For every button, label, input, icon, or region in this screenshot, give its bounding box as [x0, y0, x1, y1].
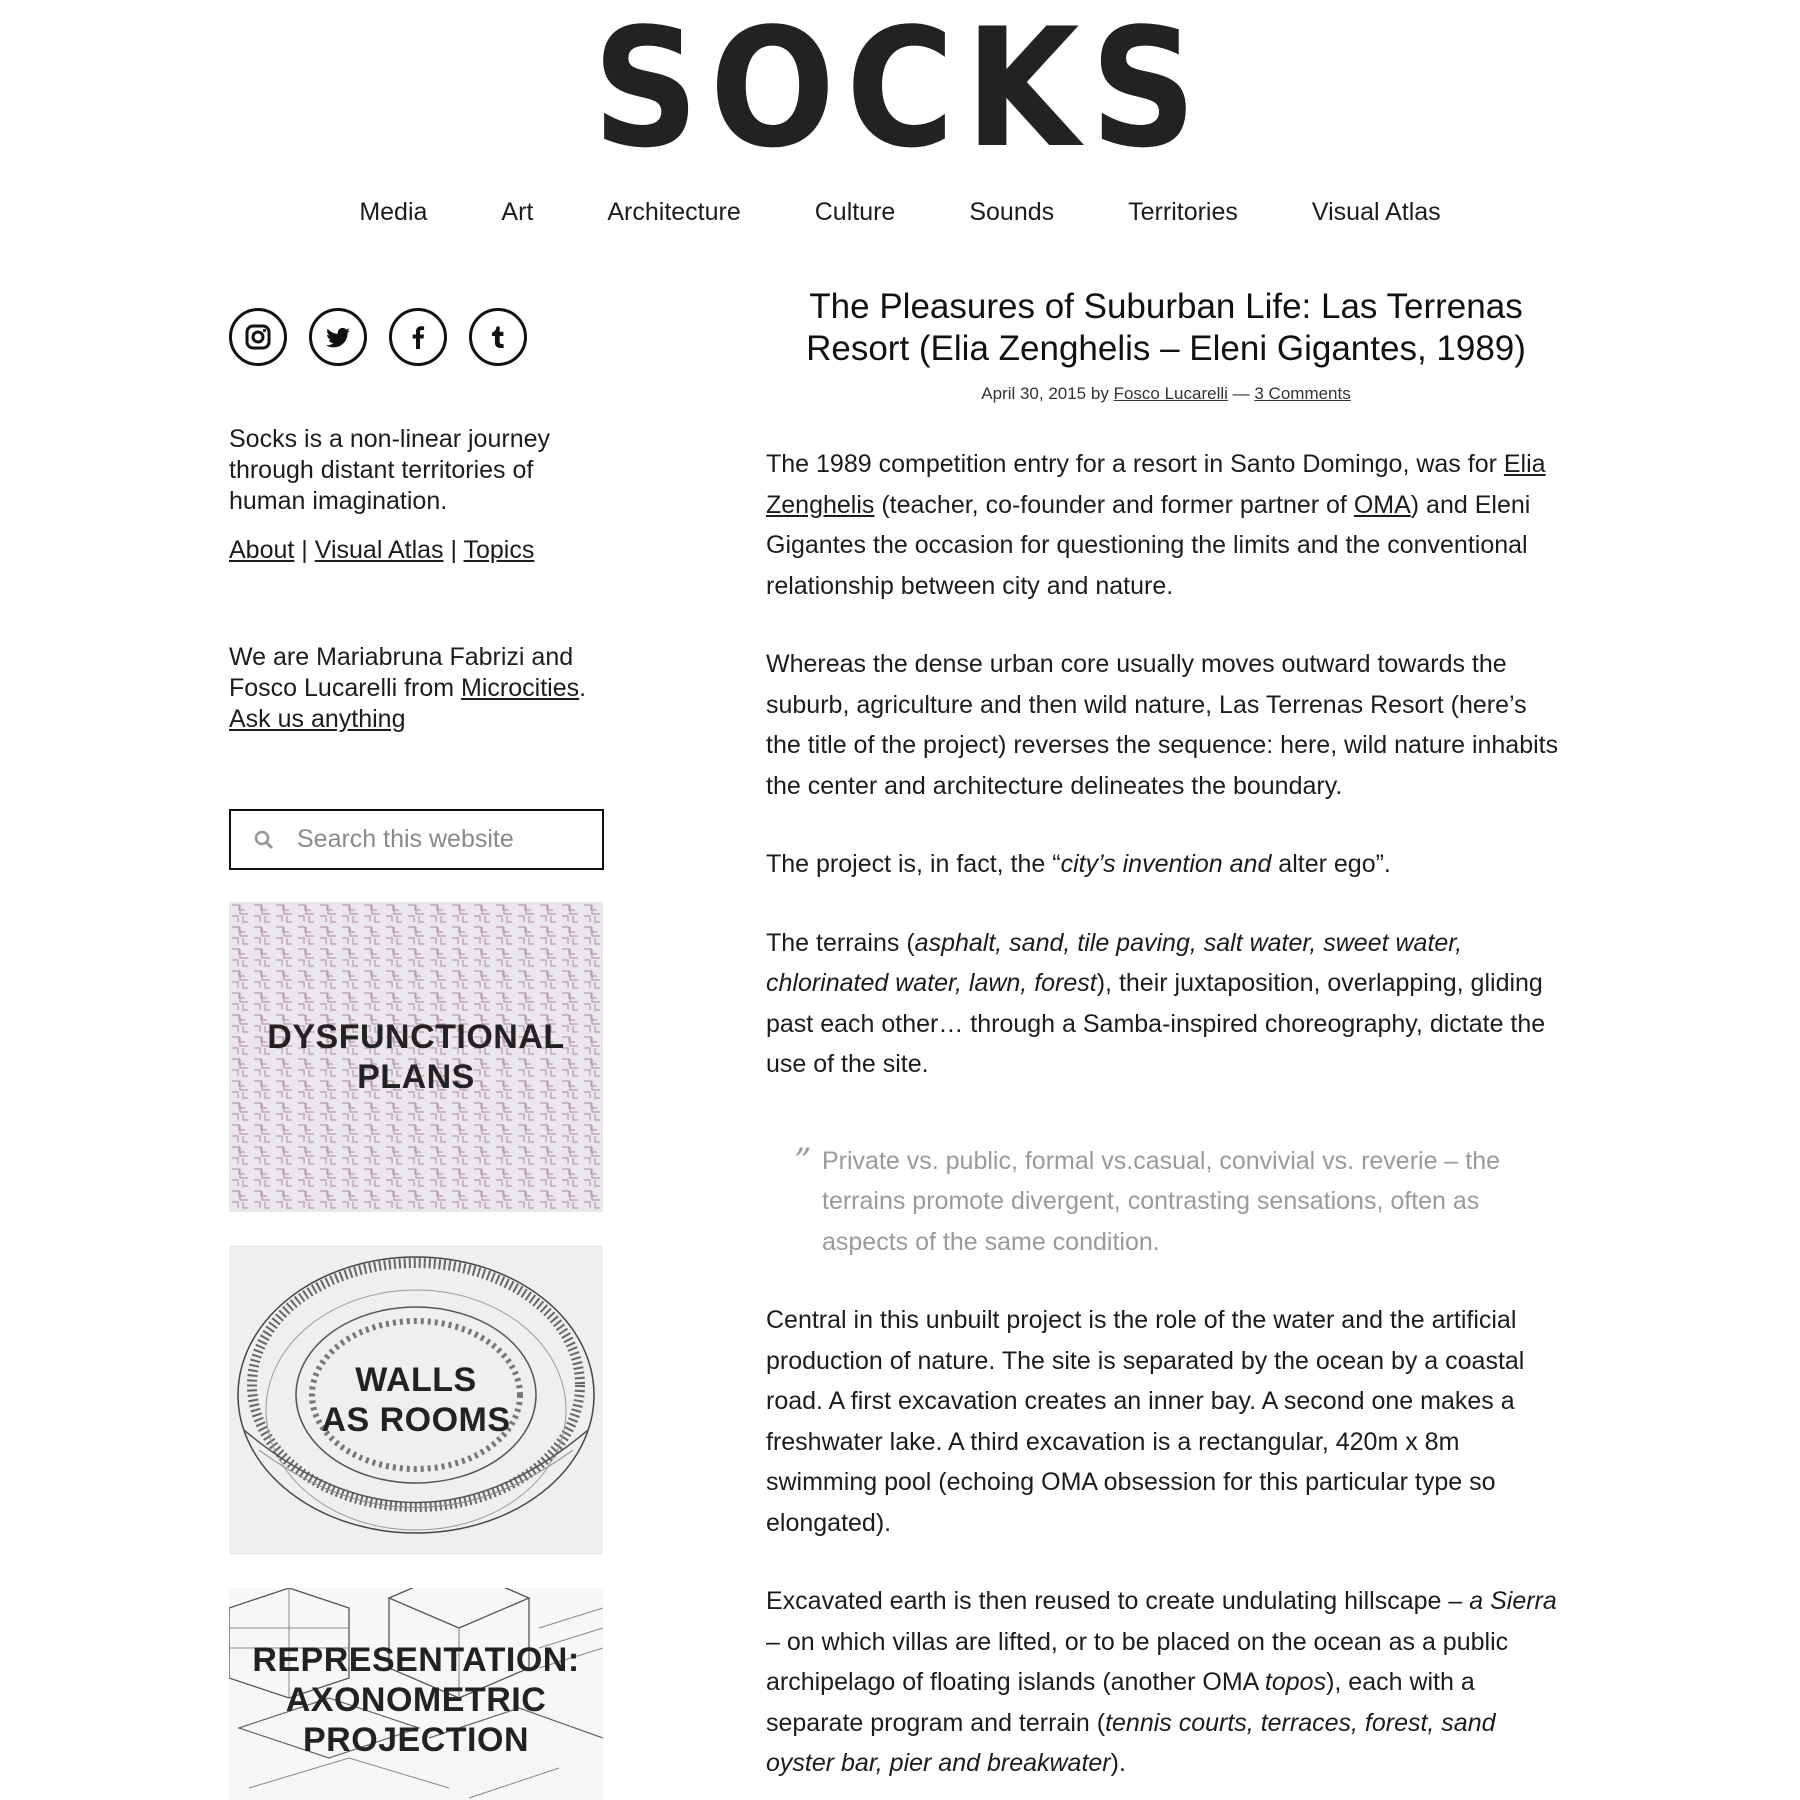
meta-separator: —: [1232, 384, 1250, 403]
post-body: [766, 444, 1566, 1784]
post-by: by: [1090, 384, 1109, 403]
link-separator: |: [301, 536, 308, 564]
sidebar: [229, 308, 604, 870]
topics-link[interactable]: Topics: [463, 536, 535, 564]
nav-item-territories[interactable]: Territories: [1128, 198, 1238, 226]
blockquote: [794, 1140, 1566, 1263]
ask-us-link[interactable]: Ask us anything: [229, 705, 406, 733]
social-links: [229, 308, 604, 366]
paragraph: The terrains (asphalt, sand, tile paving, salt water, sweet water, chlorinated water, lawn, forest), their juxtaposition, overlapping, gliding past each other… through a Samba-inspired choreography, dictate the use of the site.: [766, 928, 1546, 1078]
tumblr-link[interactable]: [469, 308, 527, 366]
oma-link[interactable]: OMA: [1353, 490, 1411, 519]
tile-label: DYSFUNCTIONAL PLANS: [267, 1018, 565, 1096]
post-title: The Pleasures of Suburban Life: Las Terrenas Resort (Elia Zenghelis – Eleni Gigantes, 1989): [806, 287, 1526, 368]
search-icon: [253, 829, 275, 851]
tile-label: WALLS AS ROOMS: [321, 1361, 511, 1439]
nav-item-sounds[interactable]: Sounds: [969, 198, 1055, 226]
about-link[interactable]: About: [229, 536, 295, 564]
topic-tile-dysfunctional-plans[interactable]: [229, 902, 603, 1212]
tumblr-icon: [483, 322, 513, 352]
paragraph: The project is, in fact, the “city’s invention and alter ego”.: [766, 850, 1391, 878]
quote-text: Private vs. public, formal vs.casual, convivial vs. reverie – the terrains promote divergent, contrasting sensations, often as aspects of the same condition.: [822, 1146, 1501, 1256]
twitter-link[interactable]: [309, 308, 367, 366]
instagram-icon: [243, 322, 273, 352]
nav-item-media[interactable]: Media: [359, 198, 428, 226]
nav-item-architecture[interactable]: Architecture: [607, 198, 741, 226]
topic-tile-walls-as-rooms[interactable]: [229, 1245, 603, 1555]
authors-prefix: We are Mariabruna Fabrizi and Fosco Lucarelli from: [229, 643, 574, 702]
elia-zenghelis-link[interactable]: Elia Zenghelis: [766, 450, 1546, 519]
facebook-icon: [403, 322, 433, 352]
visual-atlas-link[interactable]: Visual Atlas: [314, 536, 444, 564]
nav-item-visual-atlas[interactable]: Visual Atlas: [1311, 198, 1441, 226]
nav-item-art[interactable]: Art: [501, 198, 534, 226]
twitter-icon: [323, 322, 353, 352]
facebook-link[interactable]: [389, 308, 447, 366]
about-links: [229, 535, 604, 566]
site-logo[interactable]: SOCKS: [592, 0, 1208, 184]
link-separator: |: [450, 536, 457, 564]
post-date: April 30, 2015: [981, 384, 1087, 403]
search-box: [229, 809, 604, 870]
authors-text: We are Mariabruna Fabrizi and Fosco Lucarelli from Microcities. Ask us anything: [229, 643, 587, 733]
instagram-link[interactable]: [229, 308, 287, 366]
tile-label: REPRESENTATION: AXONOMETRIC PROJECTION: [252, 1641, 580, 1759]
paragraph: Central in this unbuilt project is the role of the water and the artificial production of nature. The site is separated by the ocean by a coastal road. A first excavation creates an inner bay. A second one makes a freshwater lake. A third excavation is a rectangular, 420m x 8m swimming pool (echoing OMA obsession for this particular type so elongated).: [766, 1306, 1525, 1537]
quote-icon: ”: [794, 1140, 812, 1181]
paragraph: Excavated earth is then reused to create undulating hillscape – a Sierra – on which villas are lifted, or to be placed on the ocean as a public archipelago of floating islands (another OMA topos), each with a separate program and terrain (tennis courts, terraces, forest, sand oyster bar, pier and breakwater).: [766, 1587, 1557, 1777]
site-description: Socks is a non-linear journey through distant territories of human imagination.: [229, 425, 550, 515]
post-meta: [766, 384, 1566, 404]
comments-link[interactable]: 3 Comments: [1254, 384, 1351, 403]
paragraph: Whereas the dense urban core usually moves outward towards the suburb, agriculture and then wild nature, Las Terrenas Resort (here’s the title of the project) reverses the sequence: here, wild nature inhabits the center and architecture delineates the boundary.: [766, 650, 1559, 800]
author-link[interactable]: Fosco Lucarelli: [1113, 384, 1228, 403]
main-nav: [0, 198, 1800, 227]
search-input[interactable]: [295, 824, 599, 855]
microcities-link[interactable]: Microcities: [461, 674, 580, 702]
nav-item-culture[interactable]: Culture: [814, 198, 896, 226]
paragraph: The 1989 competition entry for a resort in Santo Domingo, was for Elia Zenghelis (teacher, co-founder and former partner of OMA) and Eleni Gigantes the occasion for questioning the limits and the conventional relationship between city and nature.: [766, 450, 1546, 600]
topic-tile-axonometric-projection[interactable]: [229, 1588, 603, 1800]
article: [766, 286, 1566, 1784]
